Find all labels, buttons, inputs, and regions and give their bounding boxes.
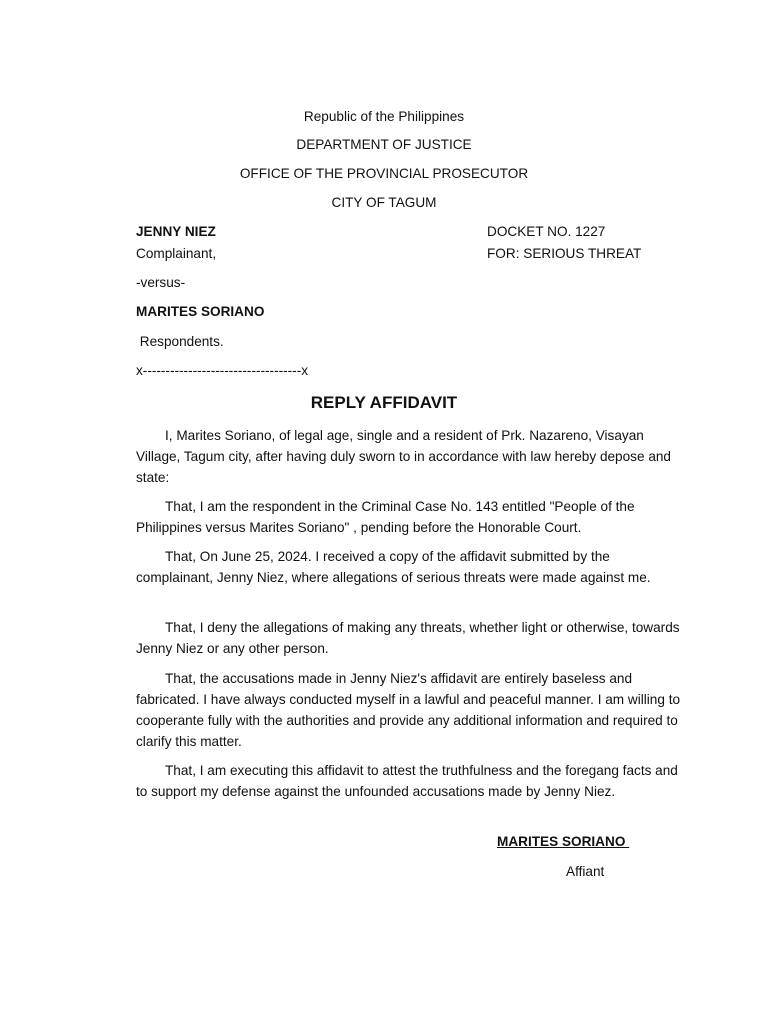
complainant-name: JENNY NIEZ <box>136 224 216 239</box>
header-city: CITY OF TAGUM <box>331 195 437 210</box>
paragraph-2: That, I am the respondent in the Criminal Case No. 143 entitled "People of the Philippines versus Marites Soriano" , pending before the Honorable Court. <box>136 499 635 535</box>
signature-name: MARITES SORIANO <box>497 834 630 849</box>
header-office: OFFICE OF THE PROVINCIAL PROSECUTOR <box>239 166 529 181</box>
paragraph-3: That, On June 25, 2024. I received a copy of the affidavit submitted by the complainant, Jenny Niez, where allegations of serious threats were made against me. <box>136 549 651 585</box>
caption-separator: x-----------------------------------x <box>136 363 309 378</box>
signature-role: Affiant <box>566 864 605 879</box>
header-republic: Republic of the Philippines <box>303 109 465 124</box>
complainant-label: Complainant, <box>136 246 217 261</box>
respondent-name: MARITES SORIANO <box>136 304 265 319</box>
docket-number: DOCKET NO. 1227 <box>487 224 606 239</box>
paragraph-1: I, Marites Soriano, of legal age, single and a resident of Prk. Nazareno, Visayan Village, Tagum city, after having duly sworn to in accordance with law hereby depose and state: <box>136 428 671 485</box>
header-department: DEPARTMENT OF JUSTICE <box>296 137 472 152</box>
charge-label: FOR: SERIOUS THREAT <box>487 246 642 261</box>
paragraph-6: That, I am executing this affidavit to attest the truthfulness and the foregang facts and to support my defense against the unfounded accusations made by Jenny Niez. <box>136 763 678 799</box>
respondent-label: Respondents. <box>136 334 224 349</box>
document-title: REPLY AFFIDAVIT <box>310 393 458 412</box>
versus-label: -versus- <box>136 275 186 290</box>
paragraph-4: That, I deny the allegations of making any threats, whether light or otherwise, towards Jenny Niez or any other person. <box>136 620 680 656</box>
paragraph-5: That, the accusations made in Jenny Niez's affidavit are entirely baseless and fabricated. I have always conducted myself in a lawful and peaceful manner. I am willing to cooperante fully with the authorities and provide any additional information and required to clarify this matter. <box>136 671 681 749</box>
